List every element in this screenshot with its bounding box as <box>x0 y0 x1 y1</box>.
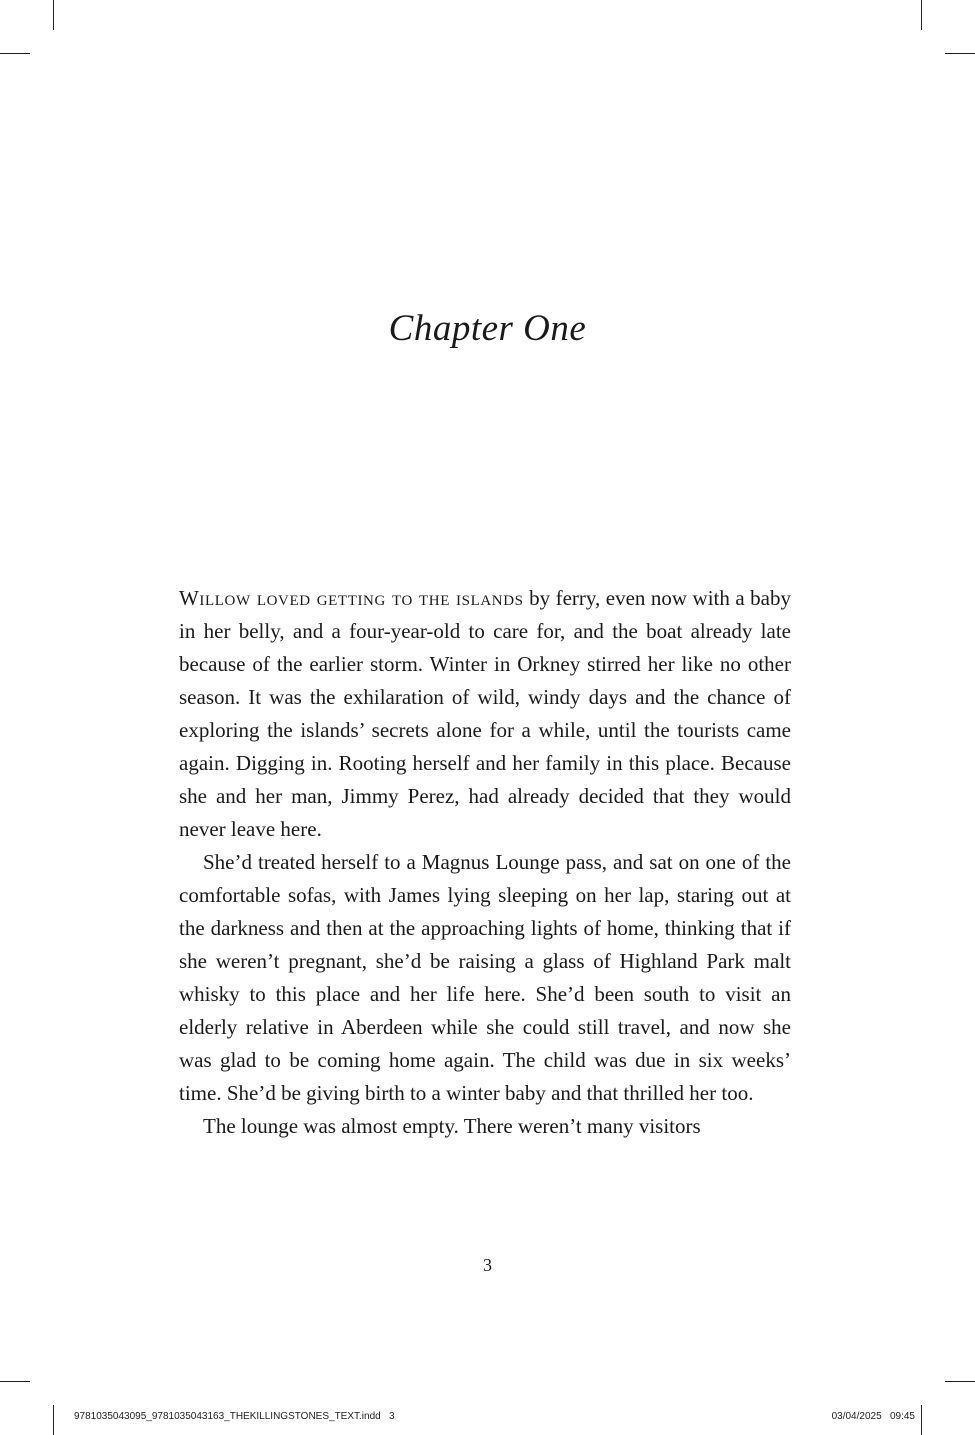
crop-mark-bottom-left <box>53 1405 54 1435</box>
slug-timestamp: 03/04/2025 09:45 <box>831 1411 915 1422</box>
body-text <box>179 582 791 1143</box>
paragraph-1-text: by ferry, even now with a baby in her belly, and a four-year-old to care for, and the boat already late because of the earlier storm. Winter in Orkney stirred her like no other season. It was the exhilaration of wild, windy days and the chance of exploring the islands’ secrets alone for a while, until the tourists came again. Digging in. Rooting herself and her family in this place. Because she and her man, Jimmy Perez, had already decided that they would never leave here. <box>179 586 791 841</box>
crop-mark-top-left <box>53 0 54 30</box>
paragraph-lead-smallcaps: Willow loved getting to the islands <box>179 586 524 610</box>
crop-mark-left-bottom <box>0 1381 30 1382</box>
chapter-title: Chapter One <box>388 308 587 349</box>
crop-mark-right-bottom <box>945 1381 975 1382</box>
crop-mark-top-right <box>921 0 922 30</box>
page-number: 3 <box>483 1255 492 1275</box>
paragraph-2: She’d treated herself to a Magnus Lounge pass, and sat on one of the comfortable sofas, with James lying sleeping on her lap, staring out at the darkness and then at the approaching lights of home, thinking that if she weren’t pregnant, she’d be raising a glass of Highland Park malt whisky to this place and her life here. She’d been south to visit an elderly relative in Aberdeen while she could still travel, and now she was glad to be coming home again. The child was due in six weeks’ time. She’d be giving birth to a winter baby and that thrilled her too. <box>179 850 791 1105</box>
crop-mark-bottom-right <box>921 1405 922 1435</box>
slug-filename: 9781035043095_9781035043163_THEKILLINGSTONES_TEXT.indd 3 <box>74 1411 395 1422</box>
paragraph-3: The lounge was almost empty. There weren’t many visitors <box>203 1114 701 1138</box>
paragraph-1 <box>179 582 791 846</box>
crop-mark-left-top <box>0 53 30 54</box>
crop-mark-right-top <box>945 53 975 54</box>
